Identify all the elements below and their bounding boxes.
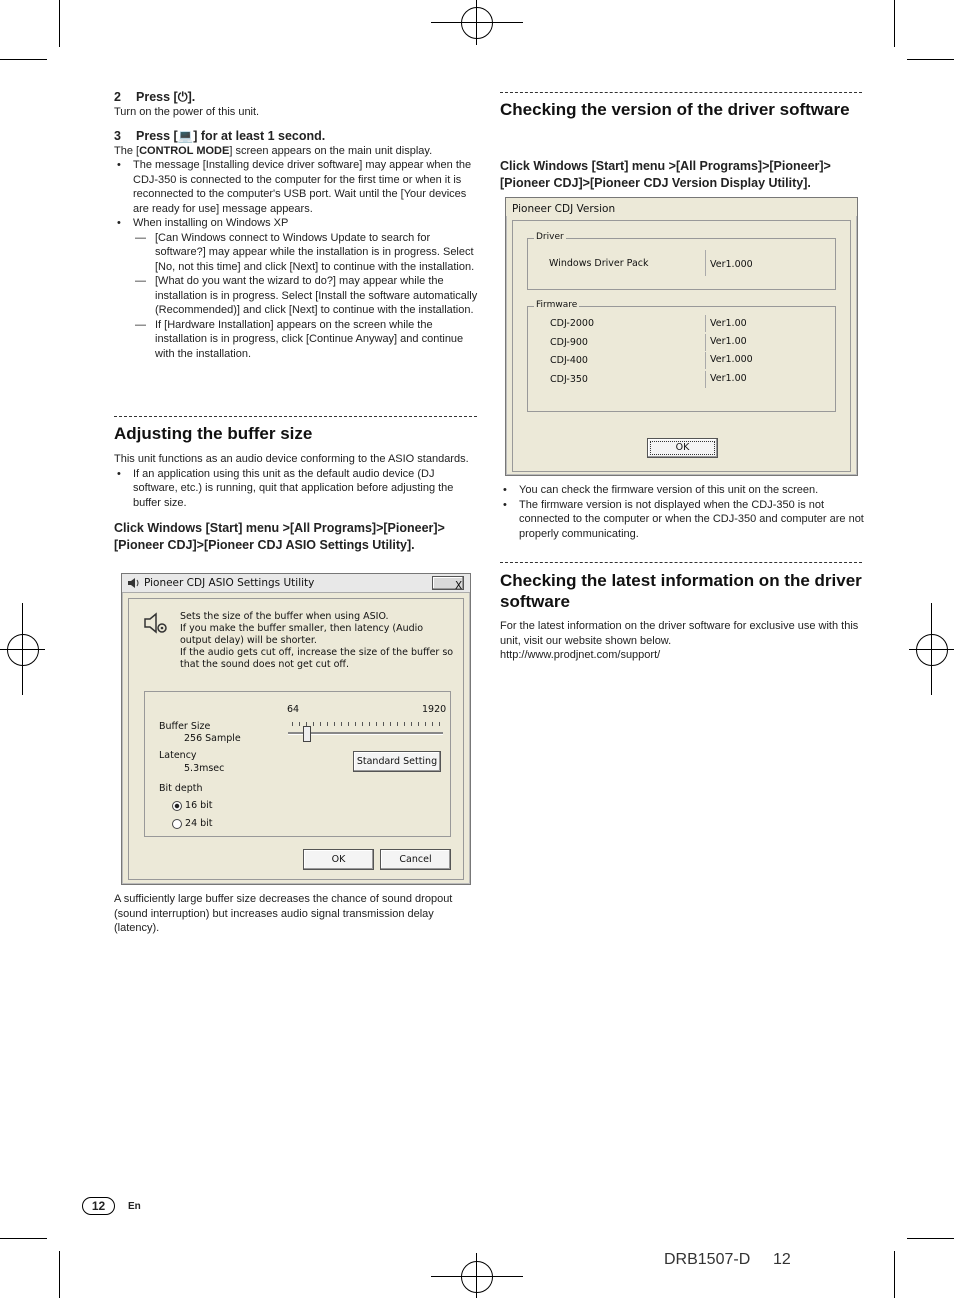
buffer-bullet: • If an application using this unit as the default audio device (DJ software, etc.) is running, quit that application before adjusting the buffer size. (114, 467, 478, 511)
version-menu-path: Click Windows [Start] menu >[All Programs]>[Pioneer]>[Pioneer CDJ]>[Pioneer CDJ Version Display Utility]. (500, 159, 831, 190)
left-column (114, 90, 478, 361)
step-2-description: Turn on the power of this unit. (114, 105, 260, 118)
driver-name: Windows Driver Pack (549, 258, 649, 269)
asio-message-2: If you make the buffer smaller, then latency (Audio output delay) will be shorter. (180, 623, 424, 646)
step-3-description: The [CONTROL MODE] screen appears on the main unit display. (114, 144, 433, 157)
firmware-group: Firmware CDJ-2000 Ver1.00 CDJ-900 Ver1.00 CDJ-400 Ver1.000 CDJ-350 Ver1.00 (527, 306, 836, 412)
latest-heading: Checking the latest information on the driver software (500, 571, 862, 611)
support-url[interactable]: http://www.prodjnet.com/support/ (500, 649, 661, 661)
fw-row: CDJ-2000 Ver1.00 (550, 318, 830, 334)
asio-menu-path: Click Windows [Start] menu >[All Programs]>[Pioneer]>[Pioneer CDJ]>[Pioneer CDJ ASIO Settings Utility]. (114, 521, 445, 552)
standard-setting-button[interactable]: Standard Setting (353, 751, 441, 772)
xp-note-2: — [What do you want the wizard to do?] may appear while the installation is in progress. Select [Install the software automatically (Recommended)] and click [Next] to continue with the installation. (133, 274, 478, 318)
cancel-button[interactable]: Cancel (380, 849, 451, 870)
version-ok-button[interactable]: OK (647, 438, 718, 458)
speaker-gear-icon (143, 611, 169, 635)
version-bullet-2: • The firmware version is not displayed when the CDJ-350 is not connected to the computer or when the CDJ-350 and computer are not properly communicating. (500, 498, 864, 542)
doc-page: 12 (773, 1251, 791, 1268)
version-titlebar (506, 198, 857, 216)
asio-settings-dialog (121, 573, 471, 885)
buffer-size-slider[interactable] (288, 720, 443, 744)
asio-settings-group (144, 691, 451, 837)
language-label: En (128, 1201, 141, 1212)
slider-min-label: 64 (287, 704, 300, 715)
version-title: Pioneer CDJ Version (512, 203, 616, 215)
slider-thumb[interactable] (303, 726, 311, 742)
fw-row: CDJ-900 Ver1.00 (550, 337, 830, 353)
section-divider (500, 92, 862, 93)
buffer-footer-text: A sufficiently large buffer size decreases the chance of sound dropout (sound interruption) but increases audio signal transmission delay (latency). (114, 893, 453, 934)
step-3-bullet-1: • The message [Installing device driver software] may appear when the CDJ-350 is connected to the computer for the first time or when it is reconnected to the computer's USB port. Wait until the [Your devices are ready for use] message appears. (114, 158, 478, 216)
version-dialog (505, 197, 858, 476)
speaker-icon (127, 577, 140, 589)
asio-inner-panel (128, 598, 464, 880)
version-heading: Checking the version of the driver software (500, 100, 850, 119)
fw-row: CDJ-400 Ver1.000 (550, 355, 830, 371)
bit-depth-label: Bit depth (159, 783, 203, 794)
section-divider (500, 562, 862, 563)
close-icon: X (455, 580, 463, 592)
latency-label: Latency (159, 750, 197, 761)
bit-24-radio[interactable]: 24 bit (172, 818, 213, 829)
asio-message-1: Sets the size of the buffer when using ASIO. (180, 611, 389, 622)
buffer-size-value: 256 Sample (184, 733, 241, 744)
close-button[interactable] (432, 576, 464, 590)
xp-note-3: — If [Hardware Installation] appears on the screen while the installation is in progress, click [Continue Anyway] and continue with the installation. (133, 318, 478, 362)
latest-text: For the latest information on the driver software for exclusive use with this unit, visit our website shown below. (500, 620, 859, 647)
latency-value: 5.3msec (184, 763, 225, 774)
slider-max-label: 1920 (422, 704, 447, 715)
asio-titlebar (122, 574, 470, 593)
driver-version: Ver1.000 (710, 259, 753, 270)
asio-message-3: If the audio gets cut off, increase the size of the buffer so that the sound does not get cut off. (180, 647, 454, 670)
bit-16-radio[interactable]: 16 bit (172, 800, 213, 811)
buffer-intro: This unit functions as an audio device conforming to the ASIO standards. (114, 453, 469, 465)
step-2-heading: 2 Press [⏻]. (114, 90, 196, 104)
asio-title: Pioneer CDJ ASIO Settings Utility (144, 577, 315, 589)
page-number-badge: 12 (82, 1197, 115, 1215)
xp-note-1: — [Can Windows connect to Windows Update to search for software?] may appear while the installation is in progress. Select [No, not this time] and click [Next] to continue with the installation. (133, 231, 478, 275)
doc-code: DRB1507-D (664, 1251, 751, 1268)
version-bullet-1: • You can check the firmware version of this unit on the screen. (500, 483, 864, 498)
step-3-heading: 3 Press [💻] for at least 1 second. (114, 129, 326, 143)
step-3-bullet-2: • When installing on Windows XP — [Can Windows connect to Windows Update to search for software?] may appear while the installation is in progress. Select [No, not this time] and click [Next] to continue with the installation. — [What do you want the wizard to do?] may appear while the installation is in progress. Select [Install the software automatically (Recommended)] and click [Next] to continue with the installation. — If [Hardware Installation] appears on the screen while the installation is in progress, click [Continue Anyway] and continue with the installation. (114, 216, 478, 361)
buffer-heading: Adjusting the buffer size (114, 424, 313, 443)
ok-button[interactable]: OK (303, 849, 374, 870)
buffer-size-label: Buffer Size (159, 721, 211, 732)
fw-row: CDJ-350 Ver1.00 (550, 374, 830, 390)
driver-group: Driver Windows Driver Pack Ver1.000 (527, 238, 836, 290)
section-divider (114, 416, 477, 417)
